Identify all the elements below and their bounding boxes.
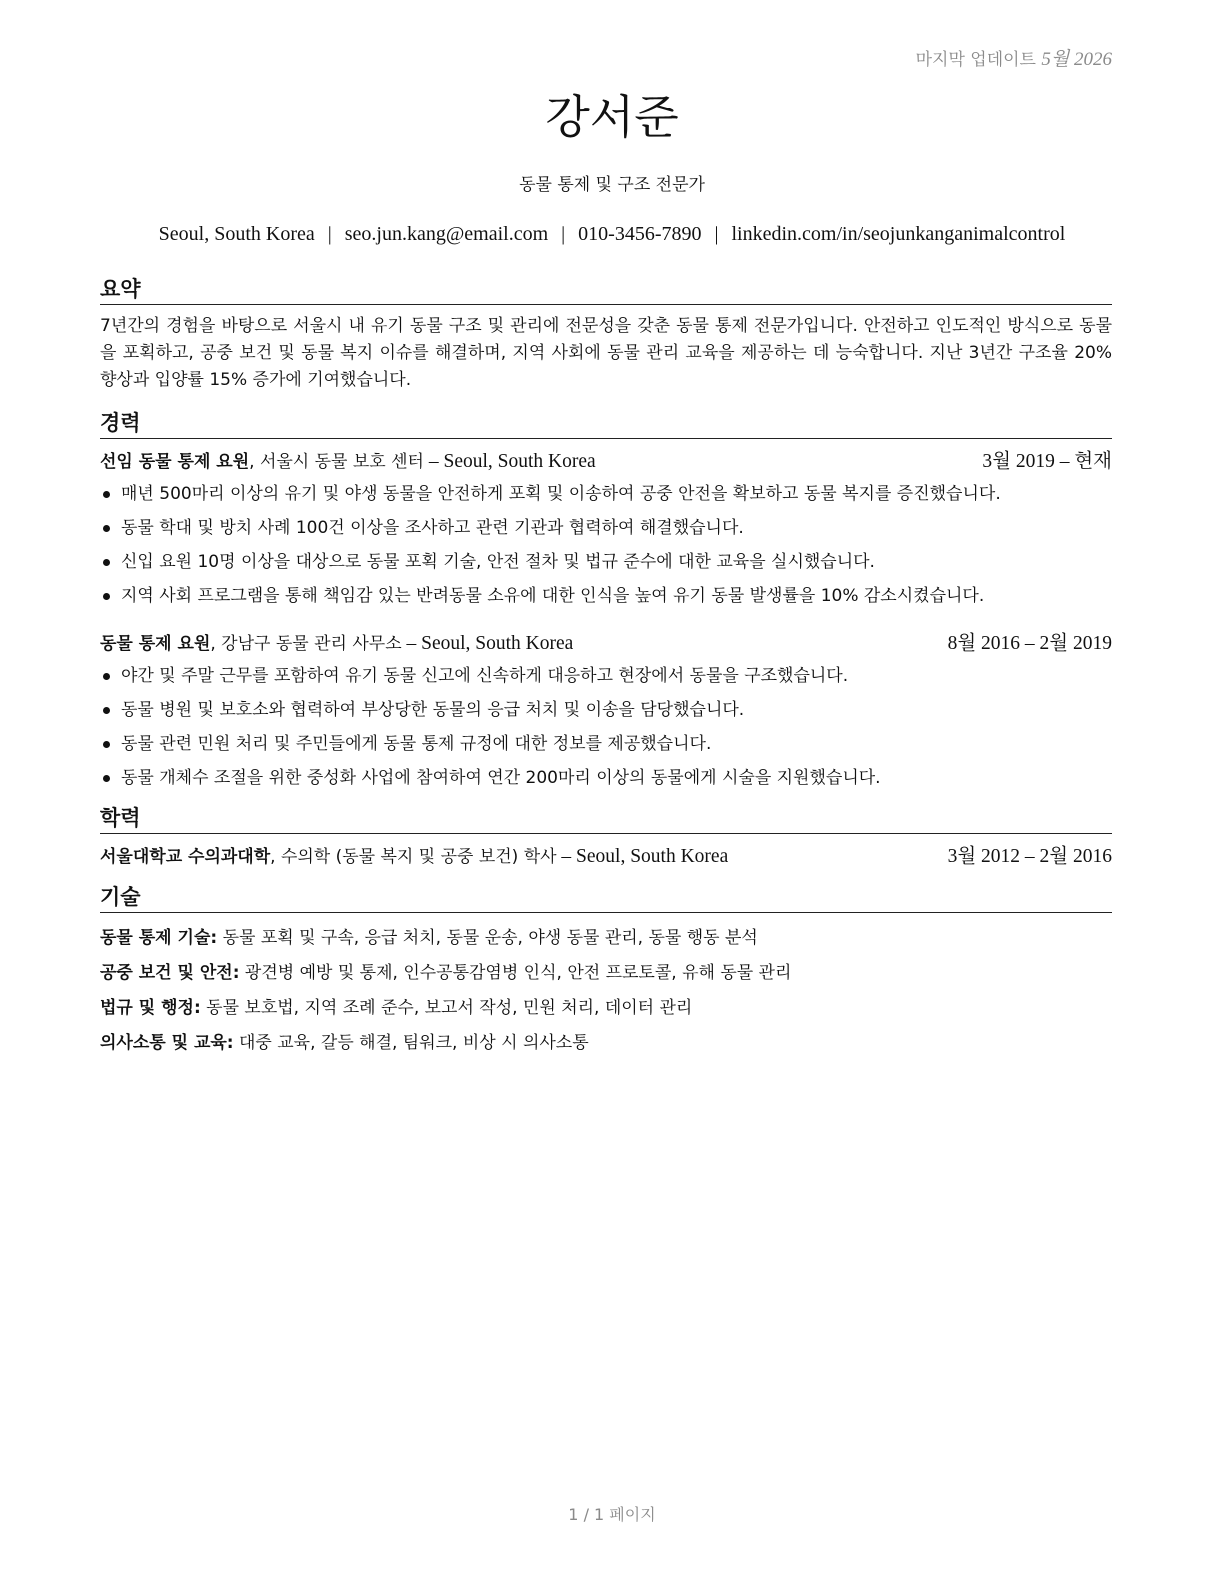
- job-dates: 3월 2019 – 현재: [982, 451, 1112, 472]
- list-item: 매년 500마리 이상의 유기 및 야생 동물을 안전하게 포획 및 이송하여 공중 안전을 확보하고 동물 복지를 증진했습니다.: [100, 477, 1112, 511]
- education-place: – Seoul, South Korea: [556, 846, 729, 867]
- section-title-skills: 기술: [100, 882, 1112, 913]
- skill-row: [100, 921, 1112, 956]
- experience-header: [100, 629, 1112, 659]
- education-degree: , 수의학 (동물 복지 및 공중 보건) 학사: [270, 847, 557, 867]
- last-updated: [916, 44, 1112, 71]
- contact-linkedin[interactable]: linkedin.com/in/seojunkanganimalcontrol: [731, 223, 1066, 245]
- experience-header: [100, 447, 1112, 477]
- job-bullets: [100, 659, 1112, 795]
- job-bullets: [100, 477, 1112, 613]
- person-name: 강서준: [545, 90, 679, 144]
- experience-item: [100, 629, 1112, 795]
- contact-separator: |: [327, 223, 332, 245]
- last-updated-label: 마지막 업데이트: [915, 50, 1036, 70]
- page-number: 1 / 1 페이지: [568, 1505, 656, 1524]
- skill-value: 동물 포획 및 구속, 응급 처치, 동물 운송, 야생 동물 관리, 동물 행동 분석: [217, 928, 758, 948]
- contact-separator: |: [714, 223, 719, 245]
- list-item: 동물 관련 민원 처리 및 주민들에게 동물 통제 규정에 대한 정보를 제공했습니다.: [100, 727, 1112, 761]
- skill-row: [100, 1026, 1112, 1061]
- list-item: 동물 개체수 조절을 위한 중성화 사업에 참여하여 연간 200마리 이상의 동물에게 시술을 지원했습니다.: [100, 761, 1112, 795]
- job-place: – Seoul, South Korea: [423, 451, 596, 472]
- summary-text: 7년간의 경험을 바탕으로 서울시 내 유기 동물 구조 및 관리에 전문성을 갖춘 동물 통제 전문가입니다. 안전하고 인도적인 방식으로 동물을 포획하고, 공중 보건 및 동물 복지 이슈를 해결하며, 지역 사회에 동물 관리 교육을 제공하는 데 능숙합니다. 지난 3년간 구조율 20% 향상과 입양률 15% 증가에 기여했습니다.: [100, 316, 1112, 390]
- job-org: , 서울시 동물 보호 센터: [249, 452, 424, 472]
- job-place: – Seoul, South Korea: [401, 633, 574, 654]
- list-item: 지역 사회 프로그램을 통해 책임감 있는 반려동물 소유에 대한 인식을 높여 유기 동물 발생률을 10% 감소시켰습니다.: [100, 579, 1112, 613]
- skill-value: 동물 보호법, 지역 조례 준수, 보고서 작성, 민원 처리, 데이터 관리: [200, 998, 693, 1018]
- experience-item: [100, 447, 1112, 613]
- skill-label: 공중 보건 및 안전:: [100, 963, 240, 983]
- list-item: 동물 학대 및 방치 사례 100건 이상을 조사하고 관련 기관과 협력하여 해결했습니다.: [100, 511, 1112, 545]
- skill-row: [100, 956, 1112, 991]
- skill-label: 법규 및 행정:: [100, 998, 201, 1018]
- section-title-education: 학력: [100, 803, 1112, 834]
- list-item: 야간 및 주말 근무를 포함하여 유기 동물 신고에 신속하게 대응하고 현장에서 동물을 구조했습니다.: [100, 659, 1112, 693]
- section-title-experience: 경력: [100, 408, 1112, 439]
- job-title: 동물 통제 요원: [100, 634, 211, 654]
- resume-body: [100, 274, 1112, 1061]
- skill-value: 대중 교육, 갈등 해결, 팀워크, 비상 시 의사소통: [233, 1033, 589, 1053]
- skill-label: 의사소통 및 교육:: [100, 1033, 234, 1053]
- education-dates: 3월 2012 – 2월 2016: [947, 846, 1112, 867]
- job-dates: 8월 2016 – 2월 2019: [947, 633, 1112, 654]
- skill-value: 광견병 예방 및 통제, 인수공통감염병 인식, 안전 프로토콜, 유해 동물 관리: [239, 963, 792, 983]
- job-title: 선임 동물 통제 요원: [100, 452, 250, 472]
- headline: 동물 통제 및 구조 전문가: [519, 175, 705, 195]
- education-item: [100, 842, 1112, 872]
- contact-email[interactable]: seo.jun.kang@email.com: [344, 223, 549, 245]
- education-school: 서울대학교 수의과대학: [100, 847, 271, 867]
- contact-line: [0, 223, 1224, 246]
- list-item: 동물 병원 및 보호소와 협력하여 부상당한 동물의 응급 처치 및 이송을 담당했습니다.: [100, 693, 1112, 727]
- contact-phone: 010-3456-7890: [578, 223, 702, 245]
- skill-label: 동물 통제 기술:: [100, 928, 218, 948]
- last-updated-date: 5월 2026: [1041, 49, 1112, 70]
- contact-separator: |: [561, 223, 566, 245]
- skill-row: [100, 991, 1112, 1026]
- job-org: , 강남구 동물 관리 사무소: [210, 634, 402, 654]
- contact-location: Seoul, South Korea: [158, 223, 315, 245]
- list-item: 신입 요원 10명 이상을 대상으로 동물 포획 기술, 안전 절차 및 법규 준수에 대한 교육을 실시했습니다.: [100, 545, 1112, 579]
- section-title-summary: 요약: [100, 274, 1112, 305]
